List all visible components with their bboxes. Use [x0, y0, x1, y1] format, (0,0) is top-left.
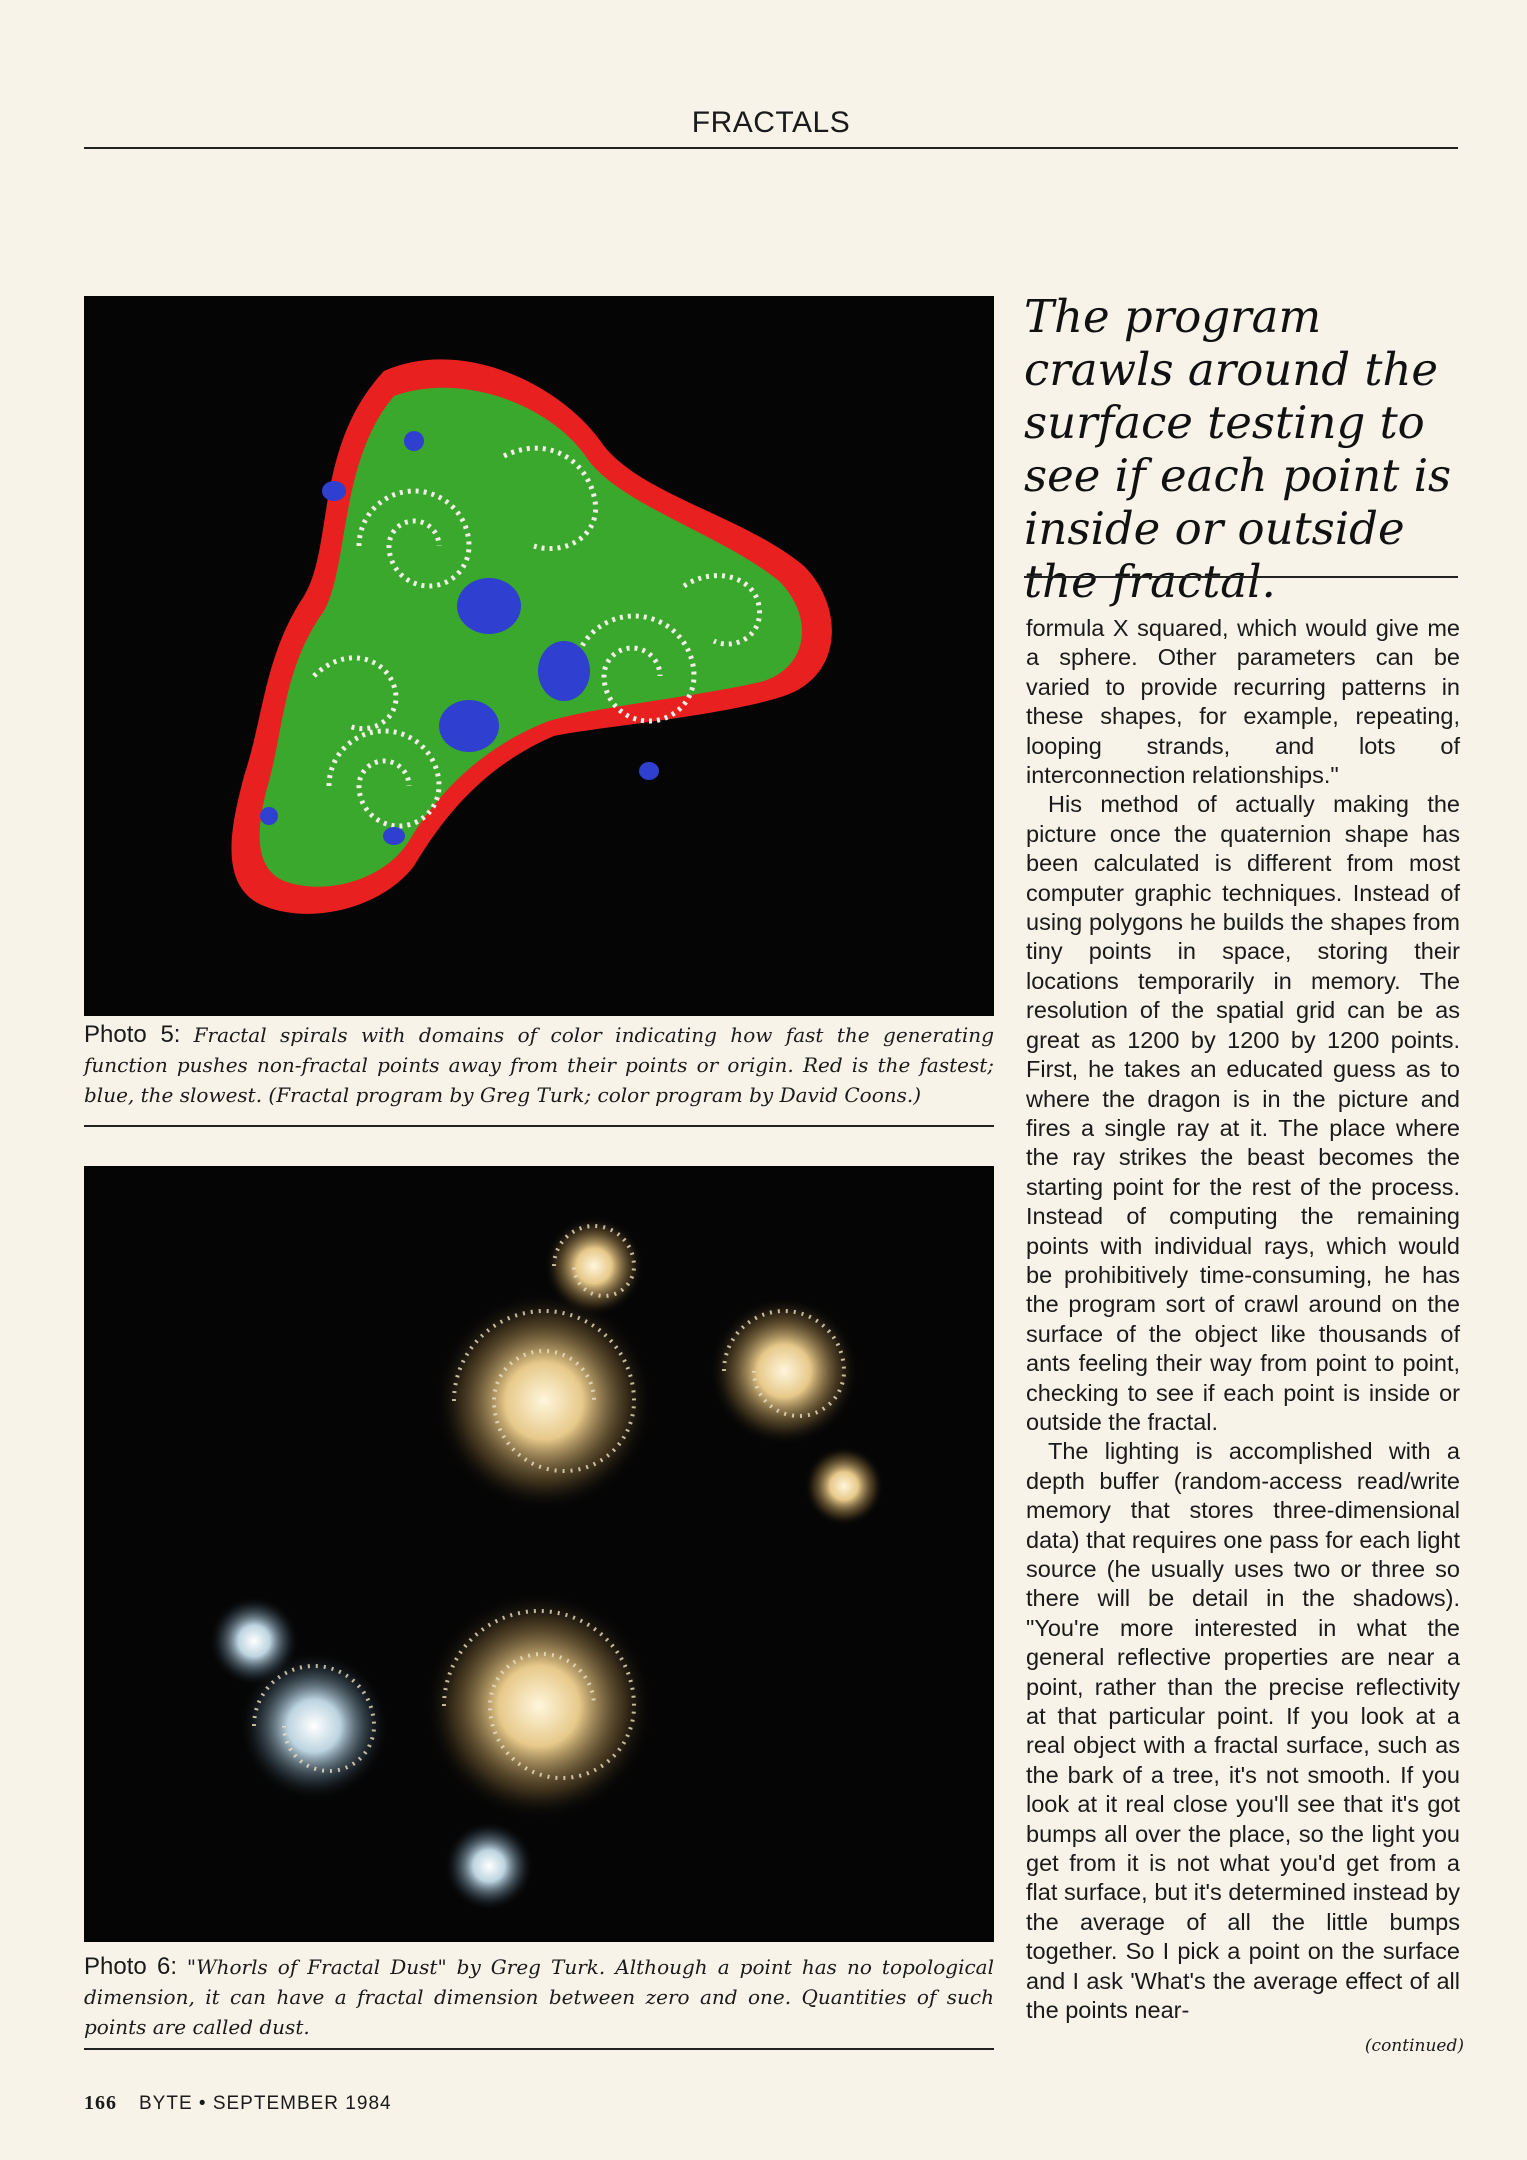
photo-6-caption-text: "Whorls of Fractal Dust" by Greg Turk. Although a point has no topological dimension, it can have a fractal dimension between zero and one. Quantities of such points are called dust.: [84, 1955, 994, 2039]
continued-note: (continued): [1364, 2036, 1464, 2056]
body-paragraph: formula X squared, which would give me a sphere. Other parameters can be varied to provide recurring patterns in these shapes, for example, repeating, looping strands, and lots of interconnection relationships.": [1026, 615, 1460, 789]
page-footer: [84, 2092, 392, 2115]
pull-quote-rule: [1024, 576, 1458, 578]
photo-6-fractal-dust: [84, 1166, 994, 1942]
article-body: [1026, 614, 1460, 2026]
fractal-spirals-image: [84, 296, 994, 1016]
photo-5-fractal-spirals: [84, 296, 994, 1016]
fractal-dust-image: [84, 1166, 994, 1942]
photo-6-rule: [84, 2048, 994, 2050]
photo-5-rule: [84, 1125, 994, 1127]
photo-5-label: Photo 5:: [84, 1021, 181, 1048]
photo-6-label: Photo 6:: [84, 1953, 178, 1980]
body-paragraph: The lighting is accomplished with a depth buffer (random-access read/write memory that stores three-dimensional data) that requires one pass for each light source (he usually uses two or three so there will be detail in the shadows). "You're more interested in what the general reflective properties are near a point, rather than the precise reflectivity at that particular point. If you look at a real object with a fractal surface, such as the bark of a tree, it's not smooth. If you look at it real close you'll see that it's got bumps all over the place, so the light you get from it is not what you'd get from a flat surface, but it's determined instead by the average of all the little bumps together. So I pick a point on the surface and I ask 'What's the average effect of all the points near-: [1026, 1438, 1460, 2024]
header-rule: [84, 147, 1458, 149]
photo-6-caption: [84, 1952, 994, 2042]
section-header: FRACTALS: [691, 106, 851, 139]
page-number: 166: [84, 2092, 117, 2114]
pull-quote: The program crawls around the surface testing to see if each point is inside or outside the fractal.: [1024, 290, 1452, 608]
body-paragraph: His method of actually making the picture once the quaternion shape has been calculated is different from most computer graphic techniques. Instead of using polygons he builds the shapes from tiny points in space, storing their locations temporarily in memory. The resolution of the spatial grid can be as great as 1200 by 1200 by 1200 points. First, he takes an educated guess as to where the dragon is in the picture and fires a single ray at it. The place where the ray strikes the beast becomes the starting point for the rest of the process. Instead of computing the remaining points with individual rays, which would be prohibitively time-consuming, he has the program sort of crawl around on the surface of the object like thousands of ants feeling their way from point to point, checking to see if each point is inside or outside the fractal.: [1026, 791, 1460, 1435]
photo-5-caption-text: Fractal spirals with domains of color indicating how fast the generating function pushes non-fractal points away from their points or origin. Red is the fastest; blue, the slowest. (Fractal program by Greg Turk; color program by David Coons.): [84, 1023, 994, 1107]
issue-line: BYTE • SEPTEMBER 1984: [139, 2093, 392, 2114]
photo-5-caption: [84, 1020, 994, 1110]
